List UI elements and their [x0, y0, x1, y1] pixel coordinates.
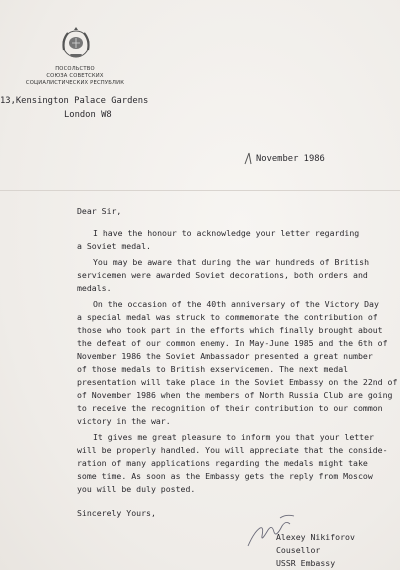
salutation: Dear Sir, [77, 206, 122, 216]
signatory-organization: USSR Embassy [276, 558, 336, 568]
body-line: servicemen were awarded Soviet decorations, both orders and [77, 270, 368, 280]
body-line: of those medals to British exservicemen. The next medal [77, 364, 349, 374]
address-line2: London W8 [64, 110, 112, 120]
body-line: to receive the recognition of their contribution to our common [77, 403, 383, 413]
body-line: You may be aware that during the war hundreds of British [93, 257, 370, 267]
body-line: the defeat of our common enemy. In May-June 1985 and the 6th of [77, 338, 388, 348]
body-line: I have the honour to acknowledge your letter regarding [93, 228, 360, 238]
letter-date: November 1986 [256, 154, 325, 164]
body-line: will be properly handled. You will appreciate that the conside- [77, 445, 388, 455]
body-line: some time. As soon as the Embassy gets the reply from Moscow [77, 471, 373, 481]
body-line: a Soviet medal. [77, 241, 151, 251]
body-line: ration of many applications regarding the medals might take [77, 458, 368, 468]
body-line: victory in the war. [77, 416, 171, 426]
signatory-name: Alexey Nikiforov [276, 532, 355, 542]
body-line: a special medal was struck to commemorate the contribution of [77, 312, 378, 322]
body-line: On the occasion of the 40th anniversary of the Victory Day [93, 299, 379, 309]
embassy-name-line1: ПОСОЛЬСТВО [55, 66, 95, 72]
body-line: It gives me great pleasure to inform you that your letter [93, 432, 374, 442]
embassy-name-line3: СОЦИАЛИСТИЧЕСКИХ РЕСПУБЛИК [25, 80, 125, 86]
body-line: those who took part in the efforts which finally brought about [77, 325, 383, 335]
body-line: presentation will take place in the Soviet Embassy on the 22nd of [77, 377, 398, 387]
closing: Sincerely Yours, [77, 508, 156, 518]
ussr-coat-of-arms-icon [58, 26, 94, 62]
embassy-name-line2: СОЮЗА СОВЕТСКИХ [46, 73, 104, 79]
paper-fold-line [0, 190, 400, 191]
address-line1: 13,Kensington Palace Gardens [0, 96, 149, 106]
handwritten-day-mark [243, 152, 253, 166]
body-line: you will be duly posted. [77, 484, 196, 494]
signatory-title: Cousellor [276, 545, 321, 555]
body-line: November 1986 the Soviet Ambassador presented a great number [77, 351, 373, 361]
body-line: medals. [77, 283, 112, 293]
body-line: of November 1986 when the members of North Russia Club are going [77, 390, 393, 400]
handwritten-signature [240, 510, 320, 550]
